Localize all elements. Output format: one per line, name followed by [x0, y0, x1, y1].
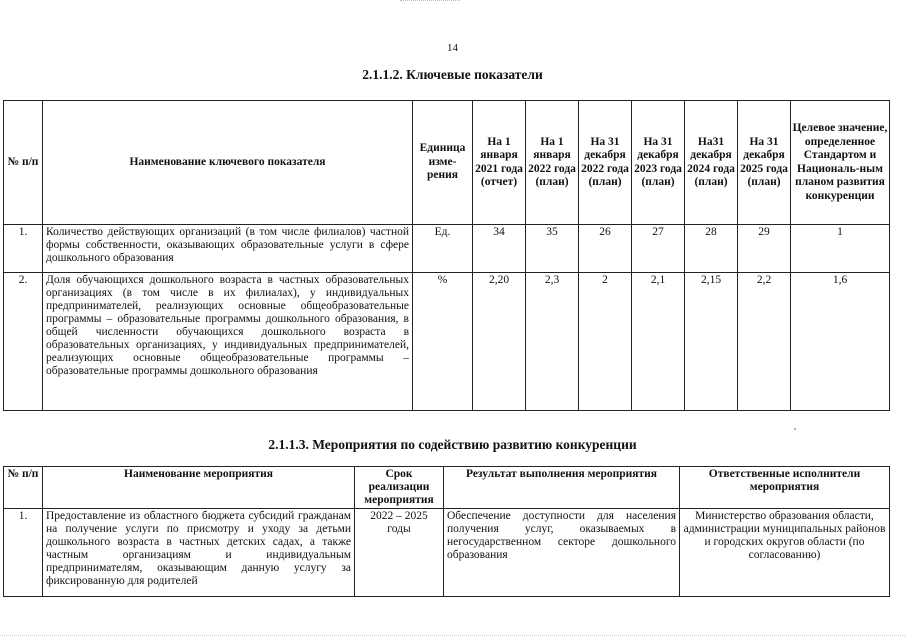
- events-row-name: Предоставление из областного бюджета субсидий гражданам на получение услуги по присмотру и уходу за детьми дошкольного возраста в частных детских садах, а также частным организациям и индивидуальным предпринимателям, оказывающим данную услугу за фиксированную для родителей: [43, 509, 355, 597]
- kpi-header-target: Целевое значение, определенное Стандартом и Националь-ным планом развития конкуренции: [791, 101, 890, 225]
- kpi-header-name: Наименование ключевого показателя: [43, 101, 413, 225]
- events-header-row: [4, 467, 890, 509]
- kpi-row-v2024: 28: [685, 225, 738, 273]
- events-header-num: № п/п: [4, 467, 43, 509]
- table-row: [4, 273, 890, 411]
- kpi-row-num: 1.: [4, 225, 43, 273]
- kpi-row-v2021: 2,20: [473, 273, 526, 411]
- events-section-title: 2.1.1.3. Мероприятия по содействию развитию конкуренции: [268, 437, 637, 452]
- table-row: [4, 509, 890, 597]
- events-header-name: Наименование мероприятия: [43, 467, 355, 509]
- kpi-header-unit: Единица изме-рения: [413, 101, 473, 225]
- events-row-executors: Министерство образования области, администрации муниципальных районов и городских округов области (по согласованию): [680, 509, 890, 597]
- kpi-header-2022a: На 1 января 2022 года (план): [526, 101, 579, 225]
- events-header-result: Результат выполнения мероприятия: [444, 467, 680, 509]
- kpi-row-v2022a: 35: [526, 225, 579, 273]
- kpi-section-title: 2.1.1.2. Ключевые показатели: [362, 67, 543, 82]
- kpi-row-v2024: 2,15: [685, 273, 738, 411]
- table-row: [4, 225, 890, 273]
- kpi-row-v2021: 34: [473, 225, 526, 273]
- kpi-table: [3, 100, 890, 411]
- events-header-term: Срок реализации мероприятия: [355, 467, 444, 509]
- scan-speck: [794, 428, 796, 430]
- kpi-header-2024: На31 декабря 2024 года (план): [685, 101, 738, 225]
- kpi-row-v2023: 2,1: [632, 273, 685, 411]
- kpi-row-name: Доля обучающихся дошкольного возраста в частных образовательных организациях (в том числе в их филиалах), у индивидуальных предпринимателей, реализующих основные общеобразовательные программы – образовательные программы дошкольного образования, в общей численности обучающихся дошкольного возраста в образовательных организациях, у индивидуальных предпринимателей, реализующих основные общеобразовательные программы – образовательные программы дошкольного образования: [43, 273, 413, 411]
- events-row-term: 2022 – 2025 годы: [355, 509, 444, 597]
- page-number: 14: [447, 42, 458, 54]
- kpi-header-2023: На 31 декабря 2023 года (план): [632, 101, 685, 225]
- kpi-header-row: [4, 101, 890, 225]
- events-row-result: Обеспечение доступности для населения получения услуг, оказываемых в негосударственном секторе дошкольного образования: [444, 509, 680, 597]
- kpi-header-2022b: На 31 декабря 2022 года (план): [579, 101, 632, 225]
- events-table: [3, 466, 890, 597]
- events-row-num: 1.: [4, 509, 43, 597]
- kpi-row-v2025: 2,2: [738, 273, 791, 411]
- kpi-row-v2022b: 26: [579, 225, 632, 273]
- events-header-executors: Ответственные исполнители мероприятия: [680, 467, 890, 509]
- scan-edge-mark: [400, 0, 460, 3]
- kpi-row-v2025: 29: [738, 225, 791, 273]
- kpi-row-target: 1: [791, 225, 890, 273]
- kpi-row-unit: %: [413, 273, 473, 411]
- kpi-row-target: 1,6: [791, 273, 890, 411]
- scan-bottom-edge: [0, 635, 905, 636]
- kpi-header-num: № п/п: [4, 101, 43, 225]
- kpi-row-unit: Ед.: [413, 225, 473, 273]
- kpi-row-v2022b: 2: [579, 273, 632, 411]
- kpi-header-2021: На 1 января 2021 года (отчет): [473, 101, 526, 225]
- kpi-row-v2022a: 2,3: [526, 273, 579, 411]
- kpi-row-name: Количество действующих организаций (в том числе филиалов) частной формы собственности, оказывающих образовательные услуги в сфере дошкольного образования: [43, 225, 413, 273]
- kpi-row-v2023: 27: [632, 225, 685, 273]
- kpi-header-2025: На 31 декабря 2025 года (план): [738, 101, 791, 225]
- kpi-row-num: 2.: [4, 273, 43, 411]
